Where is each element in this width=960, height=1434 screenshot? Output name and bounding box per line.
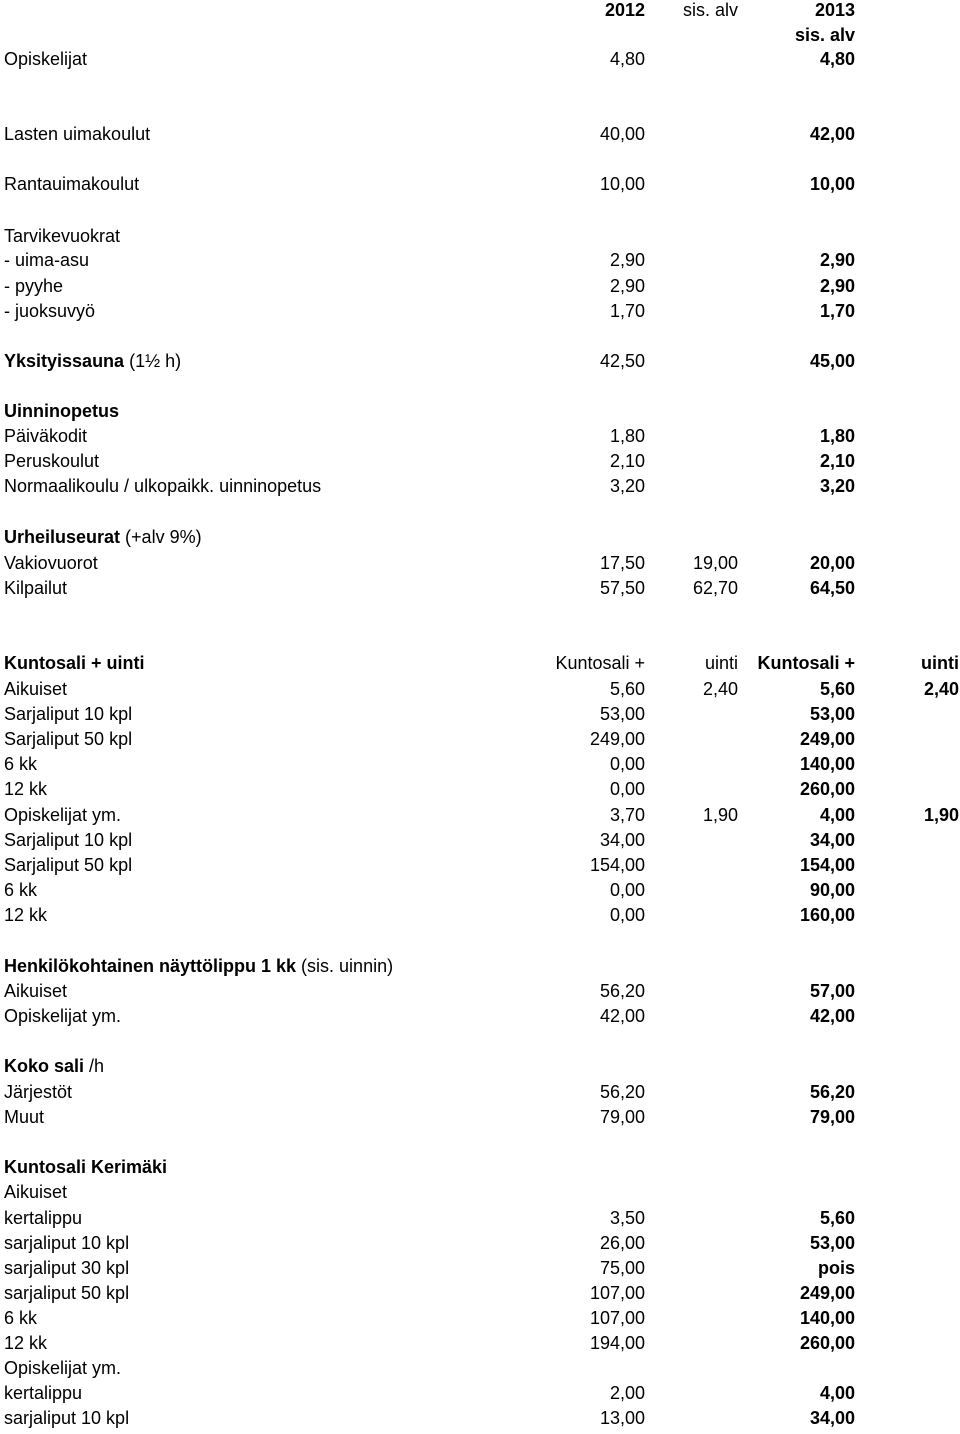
table-row [0, 476, 960, 501]
price-2013-cell: 53,00 [809, 704, 855, 724]
price-2013-cell: 64,50 [809, 578, 855, 598]
price-2013-vat-cell: uinti [921, 653, 959, 673]
price-2013-cell: 4,80 [819, 49, 855, 69]
price-2012-cell: 2,00 [609, 1383, 645, 1403]
row-label [4, 1182, 67, 1203]
row-label-text: 6 kk [4, 1308, 38, 1328]
price-2013-cell: 1,70 [819, 301, 855, 321]
row-label-text: sarjaliput 10 kpl [4, 1408, 130, 1428]
price-2013-cell: 56,20 [809, 1082, 855, 1102]
table-row [0, 1283, 960, 1308]
price-2012-cell: 2,10 [609, 451, 645, 471]
row-label [4, 1358, 121, 1379]
table-row [0, 805, 960, 830]
table-row [0, 250, 960, 275]
price-2012-vat-cell: 19,00 [692, 553, 738, 573]
price-2012-cell: 56,20 [599, 981, 645, 1001]
price-2012-cell: 2,90 [609, 250, 645, 270]
row-label [4, 1258, 129, 1279]
row-label-suffix: (1½ h) [124, 351, 182, 371]
row-label-text: 12 kk [4, 779, 48, 799]
table-row [0, 578, 960, 603]
row-label [4, 174, 139, 195]
price-2012-cell: 107,00 [589, 1308, 645, 1328]
price-2012-cell: 154,00 [589, 855, 645, 875]
price-2012-cell: 194,00 [589, 1333, 645, 1353]
row-label-text: Opiskelijat ym. [4, 1006, 122, 1026]
table-row [0, 49, 960, 74]
table-row [0, 351, 960, 376]
vat-included-header: sis. alv [682, 0, 738, 20]
row-label [4, 301, 95, 322]
row-label-text: Muut [4, 1107, 45, 1127]
row-label-text: Opiskelijat ym. [4, 1358, 122, 1378]
row-label-text: sarjaliput 50 kpl [4, 1283, 130, 1303]
row-label [4, 250, 89, 271]
row-label-text: - pyyhe [4, 276, 64, 296]
price-2012-vat-cell: 1,90 [702, 805, 738, 825]
row-label-text: 12 kk [4, 1333, 48, 1353]
table-row [0, 905, 960, 930]
table-row [0, 1308, 960, 1333]
table-row [0, 1082, 960, 1107]
table-row [0, 1208, 960, 1233]
price-2012-cell: 42,50 [599, 351, 645, 371]
price-2013-cell: 1,80 [819, 426, 855, 446]
row-label-text: Tarvikevuokrat [4, 226, 121, 246]
row-label-text: Rantauimakoulut [4, 174, 140, 194]
table-row [0, 704, 960, 729]
table-row [0, 553, 960, 578]
price-2013-cell: 90,00 [809, 880, 855, 900]
table-row [0, 653, 960, 678]
price-2013-cell: 5,60 [819, 1208, 855, 1228]
row-label [4, 1408, 129, 1429]
row-label [4, 805, 121, 826]
price-2012-cell: 40,00 [599, 124, 645, 144]
price-2013-cell: 260,00 [799, 1333, 855, 1353]
row-label [4, 553, 98, 574]
row-label [4, 1383, 82, 1404]
price-2013-cell: 42,00 [809, 124, 855, 144]
price-2012-cell: 3,50 [609, 1208, 645, 1228]
row-label-text: Kuntosali + uinti [4, 653, 145, 673]
price-2012-cell: 79,00 [599, 1107, 645, 1127]
price-2012-cell: 10,00 [599, 174, 645, 194]
row-label [4, 451, 99, 472]
price-2013-cell: pois [817, 1258, 855, 1278]
table-row [0, 1157, 960, 1182]
table-row [0, 729, 960, 754]
row-label-text: Järjestöt [4, 1082, 73, 1102]
price-2013-cell: 79,00 [809, 1107, 855, 1127]
row-label [4, 476, 321, 497]
header-row [0, 0, 960, 25]
table-row [0, 1258, 960, 1283]
price-2013-cell: 249,00 [799, 1283, 855, 1303]
price-2012-cell: 2,90 [609, 276, 645, 296]
table-row [0, 276, 960, 301]
price-2013-cell: 53,00 [809, 1233, 855, 1253]
price-2013-vat-cell: 1,90 [923, 805, 959, 825]
row-label [4, 1157, 167, 1178]
table-row [0, 1383, 960, 1408]
price-2013-cell: 2,90 [819, 250, 855, 270]
price-2012-cell: 42,00 [599, 1006, 645, 1026]
row-label [4, 981, 67, 1002]
table-row [0, 855, 960, 880]
row-label [4, 1056, 104, 1077]
row-label [4, 905, 47, 926]
row-label-text: Henkilökohtainen näyttölippu 1 kk [4, 956, 297, 976]
row-label-text: Peruskoulut [4, 451, 100, 471]
price-2013-cell: 4,00 [819, 805, 855, 825]
row-label-suffix: (sis. uinnin) [296, 956, 394, 976]
price-2013-cell: 3,20 [819, 476, 855, 496]
row-label-suffix: (+alv 9%) [120, 527, 202, 547]
vat-included-2013-header: sis. alv [794, 25, 855, 45]
table-row [0, 1182, 960, 1207]
price-2013-cell: 45,00 [809, 351, 855, 371]
price-2013-cell: 2,10 [819, 451, 855, 471]
row-label [4, 855, 132, 876]
row-label [4, 578, 67, 599]
row-label [4, 1233, 129, 1254]
row-label [4, 1107, 44, 1128]
row-label-text: Aikuiset [4, 1182, 68, 1202]
price-2012-cell: 57,50 [599, 578, 645, 598]
row-label-text: Opiskelijat [4, 49, 88, 69]
table-row [0, 527, 960, 552]
row-label [4, 729, 132, 750]
price-2013-cell: 34,00 [809, 830, 855, 850]
row-label-text: Opiskelijat ym. [4, 805, 122, 825]
price-2012-cell: 4,80 [609, 49, 645, 69]
table-row [0, 1333, 960, 1358]
row-label [4, 1208, 82, 1229]
row-label-text: Sarjaliput 10 kpl [4, 704, 133, 724]
table-row [0, 301, 960, 326]
row-label-text: kertalippu [4, 1383, 83, 1403]
row-label-text: Urheiluseurat [4, 527, 121, 547]
table-row [0, 226, 960, 251]
price-2013-cell: 34,00 [809, 1408, 855, 1428]
row-label [4, 1006, 121, 1027]
row-label [4, 49, 87, 70]
row-label-text: Sarjaliput 50 kpl [4, 855, 133, 875]
table-row [0, 779, 960, 804]
price-2013-cell: 57,00 [809, 981, 855, 1001]
table-row [0, 1006, 960, 1031]
row-label-text: Kilpailut [4, 578, 68, 598]
price-2012-cell: 53,00 [599, 704, 645, 724]
table-row [0, 1358, 960, 1383]
row-label [4, 351, 181, 372]
row-label [4, 779, 47, 800]
price-2012-vat-cell: 2,40 [702, 679, 738, 699]
row-label [4, 124, 150, 145]
row-label-text: Koko sali [4, 1056, 85, 1076]
row-label [4, 1333, 47, 1354]
price-2012-cell: 0,00 [609, 880, 645, 900]
row-label [4, 226, 120, 247]
row-label-text: - juoksuvyö [4, 301, 96, 321]
table-row [0, 401, 960, 426]
row-label-suffix: /h [84, 1056, 105, 1076]
row-label-text: Aikuiset [4, 679, 68, 699]
table-row [0, 1056, 960, 1081]
row-label [4, 426, 87, 447]
row-label [4, 527, 202, 548]
row-label-text: Lasten uimakoulut [4, 124, 151, 144]
row-label [4, 679, 67, 700]
table-row [0, 981, 960, 1006]
table-row [0, 754, 960, 779]
row-label [4, 276, 63, 297]
row-label-text: sarjaliput 10 kpl [4, 1233, 130, 1253]
row-label-text: - uima-asu [4, 250, 90, 270]
price-2012-cell: 0,00 [609, 754, 645, 774]
row-label-text: 6 kk [4, 754, 38, 774]
price-2012-cell: 34,00 [599, 830, 645, 850]
price-2012-cell: 3,70 [609, 805, 645, 825]
price-2012-cell: 0,00 [609, 905, 645, 925]
table-row [0, 1408, 960, 1433]
price-2013-cell: 20,00 [809, 553, 855, 573]
price-2012-cell: 3,20 [609, 476, 645, 496]
row-label [4, 704, 132, 725]
price-2013-cell: 140,00 [799, 754, 855, 774]
price-2012-cell: 1,70 [609, 301, 645, 321]
price-2013-cell: 42,00 [809, 1006, 855, 1026]
row-label [4, 830, 132, 851]
row-label-text: Sarjaliput 50 kpl [4, 729, 133, 749]
price-2013-cell: 5,60 [819, 679, 855, 699]
row-label [4, 754, 37, 775]
row-label-text: Normaalikoulu / ulkopaikk. uinninopetus [4, 476, 322, 496]
price-2012-cell: 249,00 [589, 729, 645, 749]
price-2012-cell: 13,00 [599, 1408, 645, 1428]
table-row [0, 451, 960, 476]
price-2012-cell: 0,00 [609, 779, 645, 799]
row-label [4, 653, 145, 674]
table-row [0, 956, 960, 981]
row-label-text: Uinninopetus [4, 401, 119, 421]
table-row [0, 830, 960, 855]
price-2013-cell: Kuntosali + [757, 653, 855, 673]
table-row [0, 426, 960, 451]
row-label-text: kertalippu [4, 1208, 83, 1228]
price-2013-cell: 10,00 [809, 174, 855, 194]
price-2013-cell: 4,00 [819, 1383, 855, 1403]
row-label-text: Yksityissauna [4, 351, 125, 371]
price-2012-cell: Kuntosali + [555, 653, 645, 673]
row-label [4, 880, 37, 901]
row-label-text: 12 kk [4, 905, 48, 925]
row-label-text: Päiväkodit [4, 426, 88, 446]
price-2013-cell: 140,00 [799, 1308, 855, 1328]
row-label [4, 1283, 129, 1304]
row-label [4, 1308, 37, 1329]
row-label-text: Kuntosali Kerimäki [4, 1157, 168, 1177]
price-2013-cell: 249,00 [799, 729, 855, 749]
row-label-text: Vakiovuorot [4, 553, 98, 573]
row-label-text: Sarjaliput 10 kpl [4, 830, 133, 850]
row-label-text: Aikuiset [4, 981, 68, 1001]
price-2013-cell: 154,00 [799, 855, 855, 875]
price-2013-cell: 2,90 [819, 276, 855, 296]
row-label-text: sarjaliput 30 kpl [4, 1258, 130, 1278]
price-2013-vat-cell: 2,40 [923, 679, 959, 699]
price-2012-cell: 56,20 [599, 1082, 645, 1102]
table-row [0, 124, 960, 149]
row-label-text: 6 kk [4, 880, 38, 900]
table-row [0, 880, 960, 905]
price-2012-cell: 75,00 [599, 1258, 645, 1278]
row-label [4, 401, 119, 422]
price-2012-vat-cell: uinti [704, 653, 738, 673]
table-row [0, 174, 960, 199]
price-2012-cell: 107,00 [589, 1283, 645, 1303]
header-row-2 [0, 25, 960, 50]
table-row [0, 679, 960, 704]
price-2012-cell: 1,80 [609, 426, 645, 446]
row-label [4, 1082, 72, 1103]
price-2012-vat-cell: 62,70 [692, 578, 738, 598]
price-2013-cell: 260,00 [799, 779, 855, 799]
year-2012-header: 2012 [604, 0, 645, 20]
price-2012-cell: 5,60 [609, 679, 645, 699]
table-row [0, 1233, 960, 1258]
table-row [0, 1107, 960, 1132]
price-2012-cell: 17,50 [599, 553, 645, 573]
row-label [4, 956, 393, 977]
price-2012-cell: 26,00 [599, 1233, 645, 1253]
year-2013-header: 2013 [814, 0, 855, 20]
price-2013-cell: 160,00 [799, 905, 855, 925]
